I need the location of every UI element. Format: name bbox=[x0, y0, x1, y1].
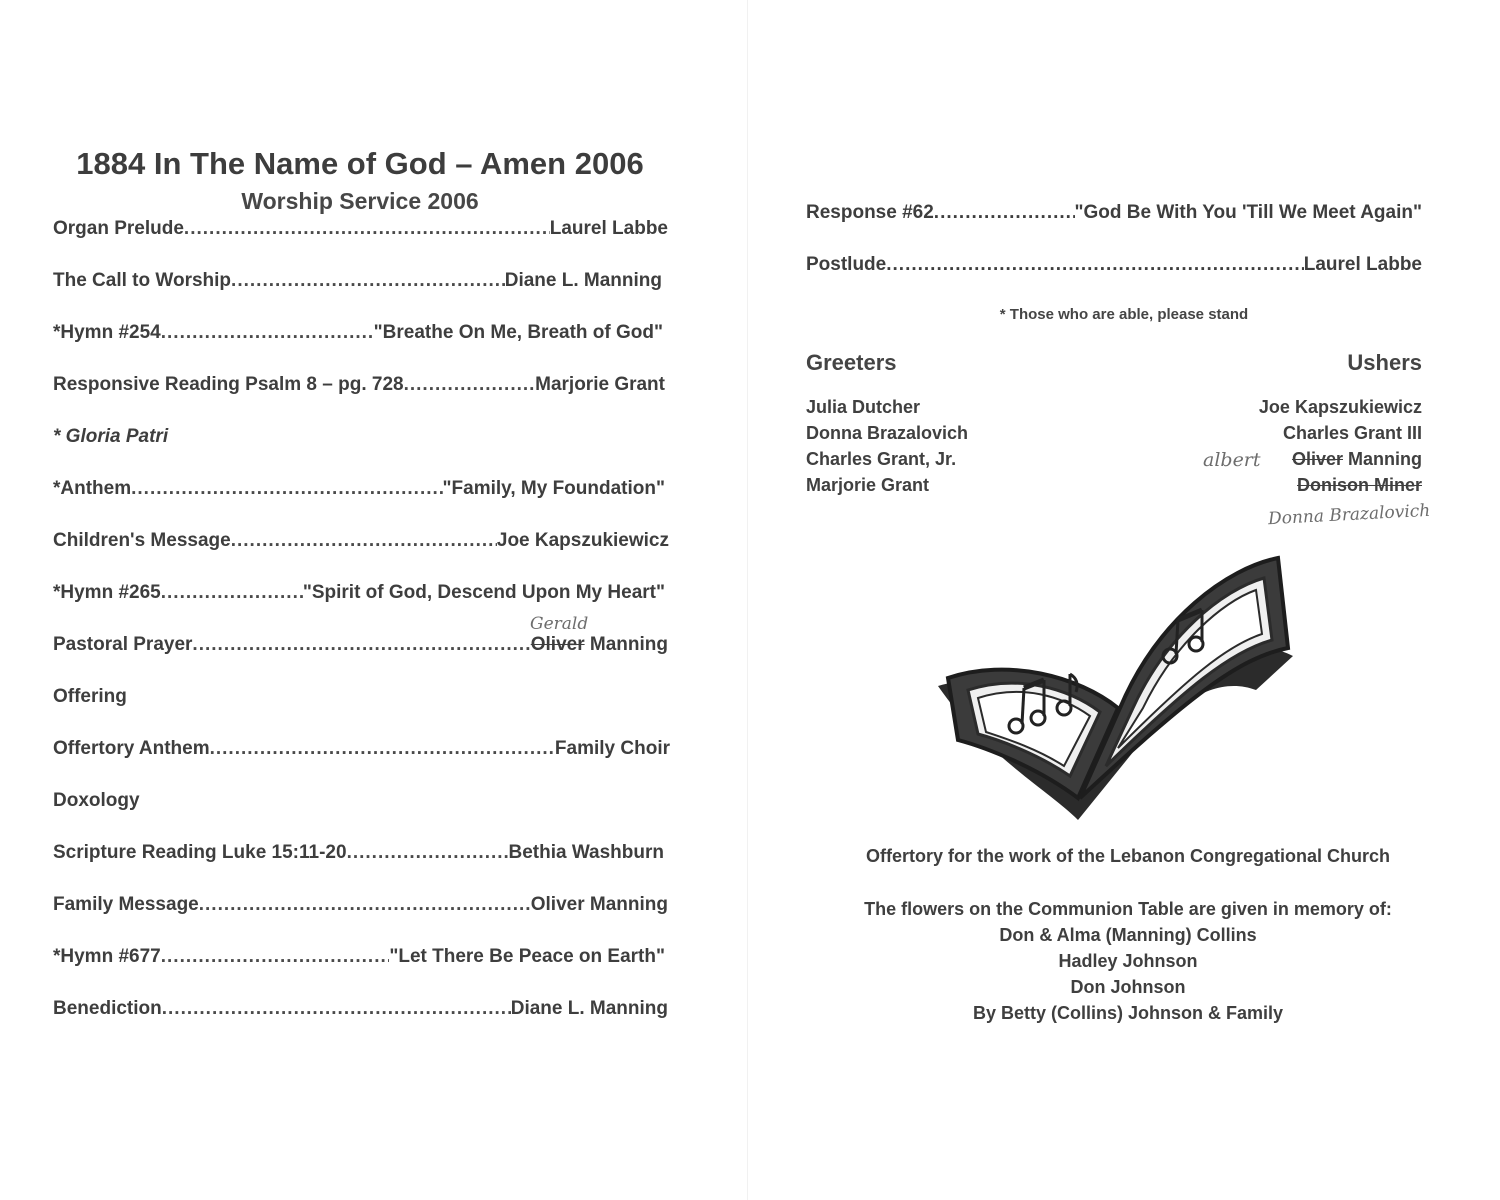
item-label: Children's Message bbox=[53, 530, 231, 551]
item-label: *Anthem bbox=[53, 478, 132, 499]
greeters-heading: Greeters bbox=[806, 350, 897, 375]
item-label: *Hymn #677 bbox=[53, 946, 161, 967]
stand-note: * Those who are able, please stand bbox=[999, 306, 1249, 323]
closing-item bbox=[806, 254, 1422, 276]
item-label: Offering bbox=[53, 686, 127, 707]
item-label: Postlude bbox=[806, 254, 887, 275]
memorial-name: Don & Alma (Manning) Collins bbox=[999, 925, 1257, 945]
item-label: Doxology bbox=[53, 790, 140, 811]
item-leader: "Family, My Foundation" bbox=[442, 478, 665, 499]
greeter-name: Julia Dutcher bbox=[806, 397, 921, 417]
item-label: * Gloria Patri bbox=[53, 426, 169, 447]
program-item bbox=[53, 478, 665, 500]
memorial-name: Don Johnson bbox=[1070, 977, 1186, 997]
item-label: Responsive Reading Psalm 8 – pg. 728 bbox=[53, 374, 404, 395]
leader-dots bbox=[231, 530, 497, 552]
handwritten-addition: Donna Brazalovich bbox=[1267, 500, 1431, 530]
item-label: *Hymn #265 bbox=[53, 582, 161, 603]
left-page bbox=[0, 0, 748, 1200]
handwritten-correction: Gerald bbox=[530, 614, 589, 634]
program-item bbox=[53, 894, 668, 916]
greeter-name: Charles Grant, Jr. bbox=[806, 449, 957, 469]
program-item bbox=[53, 946, 665, 968]
item-leader: Diane L. Manning bbox=[510, 998, 668, 1019]
leader-dots bbox=[934, 202, 1075, 224]
program-item bbox=[53, 530, 669, 552]
leader-dots bbox=[192, 634, 530, 656]
leader-dots bbox=[161, 582, 303, 604]
struck-usher-name: Donison Miner bbox=[1297, 475, 1422, 495]
item-label: Offertory Anthem bbox=[53, 738, 210, 759]
item-label: Family Message bbox=[53, 894, 199, 915]
program-item bbox=[53, 374, 665, 396]
leader-dots bbox=[184, 218, 550, 240]
leader-dots bbox=[161, 946, 390, 968]
page-title: 1884 In The Name of God – Amen 2006 bbox=[76, 146, 644, 181]
item-leader: Diane L. Manning bbox=[504, 270, 662, 291]
flowers-intro: The flowers on the Communion Table are given in memory of: bbox=[864, 899, 1392, 919]
item-label: Organ Prelude bbox=[53, 218, 184, 239]
item-label: The Call to Worship bbox=[53, 270, 232, 291]
closing-item bbox=[806, 202, 1422, 224]
item-leader: Laurel Labbe bbox=[549, 218, 668, 239]
leader-dots bbox=[131, 478, 442, 500]
struck-name: Oliver bbox=[530, 634, 585, 655]
leader-dots bbox=[404, 374, 536, 396]
ushers-heading: Ushers bbox=[1347, 350, 1422, 375]
struck-name: Oliver bbox=[1291, 449, 1343, 469]
music-book-icon bbox=[938, 548, 1298, 828]
item-leader: Bethia Washburn bbox=[508, 842, 664, 863]
item-leader: Oliver Manning bbox=[530, 894, 668, 915]
program-item bbox=[53, 842, 664, 864]
program-item bbox=[53, 218, 668, 240]
offertory-line: Offertory for the work of the Lebanon Congregational Church bbox=[865, 846, 1390, 866]
item-label: Pastoral Prayer bbox=[53, 634, 193, 655]
program-item bbox=[53, 738, 670, 760]
program-item bbox=[53, 582, 665, 604]
program-item bbox=[53, 426, 668, 448]
item-leader: "Let There Be Peace on Earth" bbox=[389, 946, 665, 967]
item-leader: "Spirit of God, Descend Upon My Heart" bbox=[302, 582, 665, 603]
item-leader: Laurel Labbe bbox=[1303, 254, 1422, 275]
flowers-donor: By Betty (Collins) Johnson & Family bbox=[972, 1003, 1284, 1023]
page-subtitle: Worship Service 2006 bbox=[241, 188, 479, 214]
item-leader: Joe Kapszukiewicz bbox=[496, 530, 669, 551]
greeter-name: Donna Brazalovich bbox=[806, 423, 969, 443]
item-label: *Hymn #254 bbox=[53, 322, 161, 343]
item-leader: "Breathe On Me, Breath of God" bbox=[373, 322, 663, 343]
item-label: Benediction bbox=[53, 998, 162, 1019]
leader-dots bbox=[886, 254, 1304, 276]
leader-dots bbox=[199, 894, 531, 916]
item-label: Scripture Reading Luke 15:11-20 bbox=[53, 842, 347, 863]
leader-dots bbox=[162, 998, 511, 1020]
item-leader: "God Be With You 'Till We Meet Again" bbox=[1074, 202, 1422, 223]
item-leader: Family Choir bbox=[554, 738, 670, 759]
item-leader bbox=[531, 634, 668, 656]
leader-dots bbox=[161, 322, 374, 344]
program-item bbox=[53, 998, 668, 1020]
program-item bbox=[53, 270, 662, 292]
handwritten-correction: albert bbox=[1203, 449, 1261, 471]
program-item bbox=[53, 686, 668, 708]
usher-name bbox=[1292, 449, 1422, 470]
program-item bbox=[53, 634, 668, 656]
right-page bbox=[748, 0, 1500, 1200]
leader-dots bbox=[347, 842, 509, 864]
item-leader: Marjorie Grant bbox=[535, 374, 665, 395]
leader-surname: Manning bbox=[584, 634, 668, 655]
leader-dots bbox=[231, 270, 505, 292]
memorial-name: Hadley Johnson bbox=[1058, 951, 1198, 971]
item-label: Response #62 bbox=[806, 202, 934, 223]
greeter-name: Marjorie Grant bbox=[806, 475, 930, 495]
program-item bbox=[53, 322, 663, 344]
usher-name: Joe Kapszukiewicz bbox=[1258, 397, 1422, 417]
usher-name: Charles Grant III bbox=[1282, 423, 1422, 443]
leader-dots bbox=[210, 738, 555, 760]
program-item bbox=[53, 790, 668, 812]
usher-surname: Manning bbox=[1343, 449, 1422, 469]
